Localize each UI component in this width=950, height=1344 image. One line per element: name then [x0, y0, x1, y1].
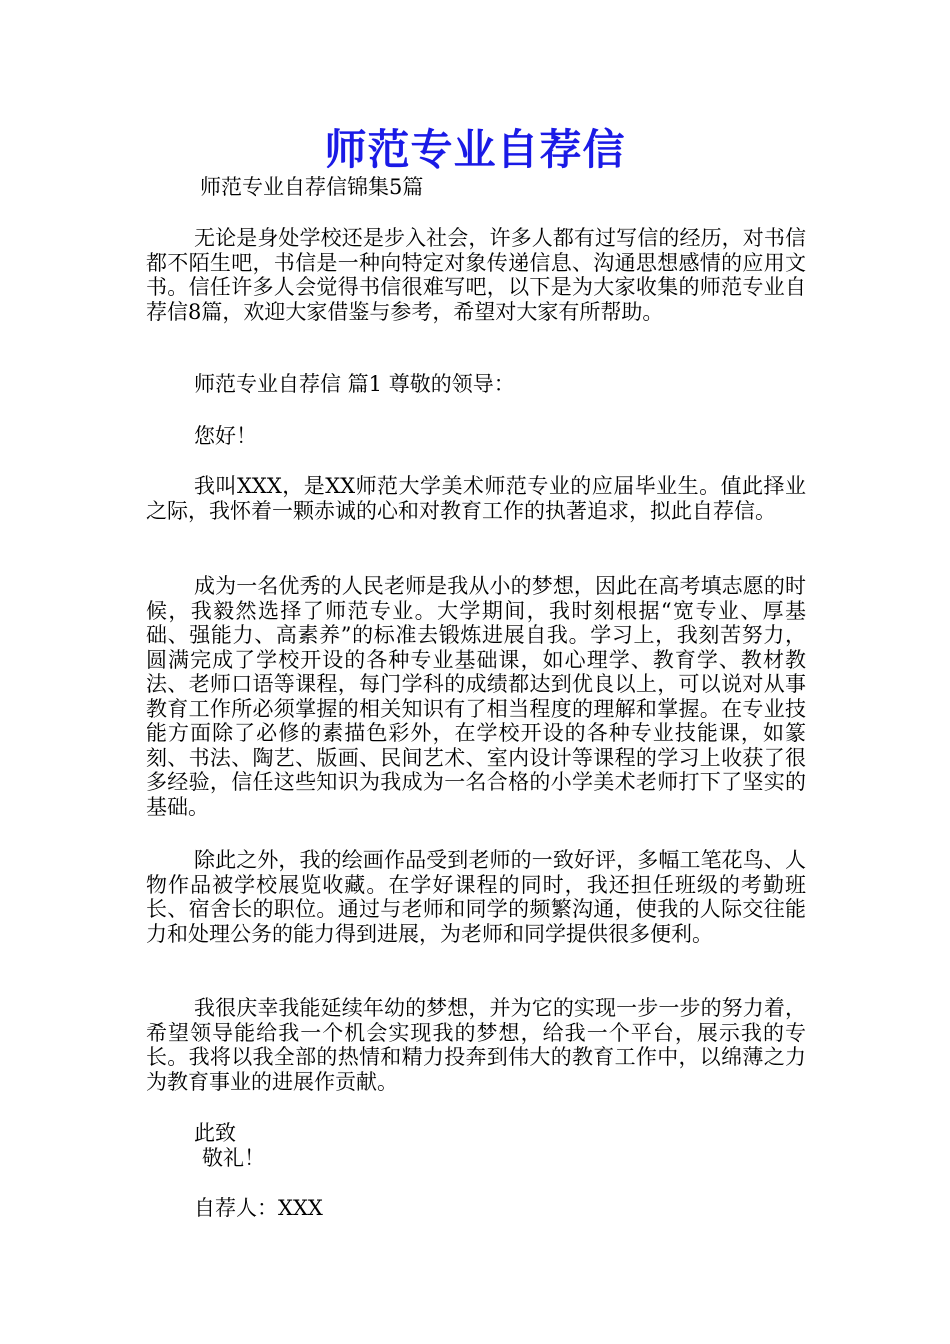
document-title: 师范专业自荐信: [324, 125, 626, 174]
body-paragraph-1: 我叫XXX，是XX师范大学美术师范专业的应届毕业生。值此择业之际，我怀着一颗赤诚的心和对教育工作的执著追求，拟此自荐信。: [146, 474, 806, 523]
closing-respect: 敬礼！: [202, 1146, 265, 1170]
body-paragraph-4: 我很庆幸我能延续年幼的梦想，并为它的实现一步一步的努力着，希望领导能给我一个机会实现我的梦想，给我一个平台，展示我的专长。我将以我全部的热情和精力投奔到伟大的教育工作中，以绵薄之力为教育事业的进展作贡献。: [146, 996, 806, 1094]
body-paragraph-2: 成为一名优秀的人民老师是我从小的梦想，因此在高考填志愿的时候，我毅然选择了师范专业。大学期间，我时刻根据“宽专业、厚基础、强能力、高素养”的标准去锻炼进展自我。学习上，我刻苦努力，圆满完成了学校开设的各种专业基础课，如心理学、教育学、教材教法、老师口语等课程，每门学科的成绩都达到优良以上，可以说对从事教育工作所必须掌握的相关知识有了相当程度的理解和掌握。在专业技能方面除了必修的素描色彩外，在学校开设的各种专业技能课，如篆刻、书法、陶艺、版画、民间艺术、室内设计等课程的学习上收获了很多经验，信任这些知识为我成为一名合格的小学美术老师打下了坚实的基础。: [146, 574, 806, 819]
section-heading: 师范专业自荐信 篇1 尊敬的领导：: [194, 372, 515, 396]
body-paragraph-3: 除此之外，我的绘画作品受到老师的一致好评，多幅工笔花鸟、人物作品被学校展览收藏。在学好课程的同时，我还担任班级的考勤班长、宿舍长的职位。通过与老师和同学的频繁沟通，使我的人际交往能力和处理公务的能力得到进展，为老师和同学提供很多便利。: [146, 848, 806, 946]
intro-paragraph: 无论是身处学校还是步入社会，许多人都有过写信的经历，对书信都不陌生吧，书信是一种向特定对象传递信息、沟通思想感情的应用文书。信任许多人会觉得书信很难写吧，以下是为大家收集的师范专业自荐信8篇，欢迎大家借鉴与参考，希望对大家有所帮助。: [146, 226, 806, 324]
closing-salutation: 此致: [194, 1121, 236, 1145]
signature: 自荐人：XXX: [194, 1196, 323, 1220]
document-subtitle: 师范专业自荐信锦集5篇: [200, 175, 424, 199]
greeting: 您好！: [194, 424, 257, 448]
